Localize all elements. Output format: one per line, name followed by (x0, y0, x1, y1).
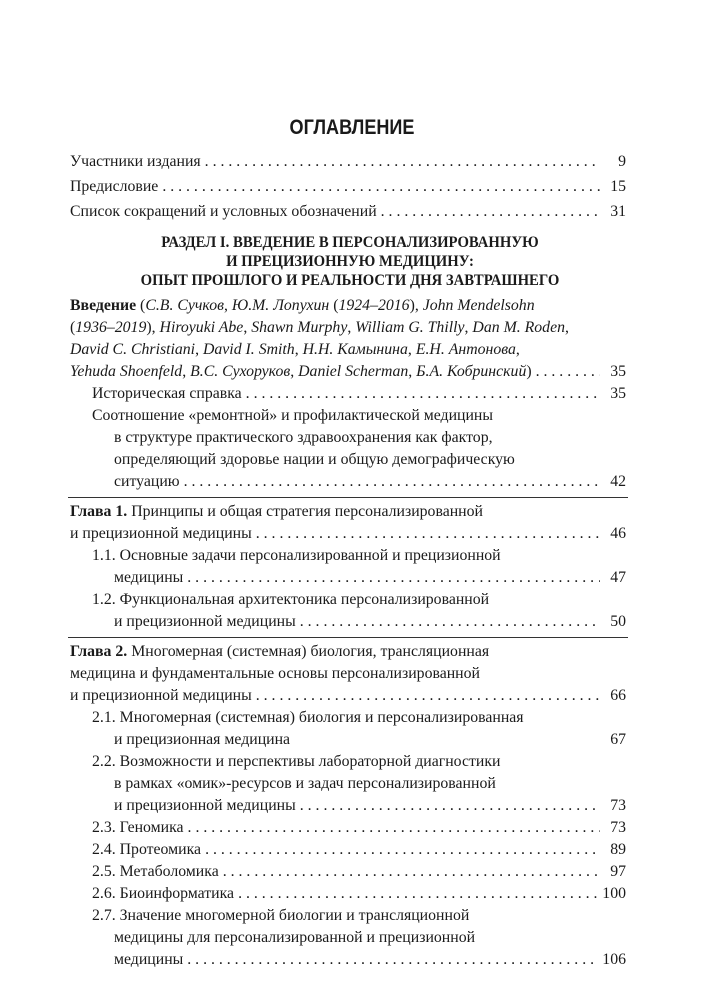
toc-entry-page: 97 (610, 863, 626, 880)
intro-line-1[interactable] (70, 296, 535, 316)
toc-entry-page: 89 (610, 841, 626, 858)
dot-leader (187, 568, 600, 588)
toc-entry-title-line[interactable]: 1.2. Функциональная архитектоника персонализированной (92, 591, 490, 608)
punct: , (290, 363, 299, 380)
punct: , (195, 341, 203, 358)
toc-entry-title-line[interactable]: Соотношение «ремонтной» и профилактической медицины (92, 407, 493, 424)
dot-leader (238, 884, 598, 904)
author-years: 1936–2019 (75, 319, 147, 336)
chapter-title: Принципы и общая стратегия персонализированной (127, 503, 483, 520)
toc-entry-participants[interactable] (70, 152, 626, 172)
intro-line-3 (70, 340, 520, 360)
toc-entry-historical-note[interactable] (92, 384, 626, 404)
dot-leader (223, 862, 600, 882)
toc-entry-page: 66 (610, 687, 626, 704)
toc-entry-2-1 (114, 730, 626, 750)
toc-entry-page: 100 (602, 885, 626, 902)
toc-entry-title-line[interactable]: 1.1. Основные задачи персонализированной и прецизионной (92, 547, 501, 564)
toc-entry-preface[interactable] (70, 177, 626, 197)
divider (68, 637, 628, 638)
toc-entry-title: Список сокращений и условных обозначений (70, 203, 377, 220)
toc-entry-title-line: в рамках «омик»-ресурсов и задач персонализированной (114, 775, 496, 792)
section-heading-line: И ПРЕЦИЗИОННУЮ МЕДИЦИНУ: (226, 253, 474, 270)
author-list (70, 362, 532, 382)
toc-entry-2-6[interactable] (92, 884, 626, 904)
toc-entry-page: 42 (610, 473, 626, 490)
chapter-title: Многомерная (системная) биология, трансляционная (127, 643, 490, 660)
dot-leader (536, 362, 600, 382)
toc-entry-page: 73 (610, 797, 626, 814)
punct: , (565, 319, 569, 336)
toc-entry-title: 2.3. Геномика (92, 819, 184, 836)
author-name: Yehuda Shoenfeld (70, 363, 183, 380)
punct: ( (329, 297, 339, 314)
punct: , (407, 341, 416, 358)
chapter-title: медицина и фундаментальные основы персонализированной (70, 665, 480, 682)
toc-entry-page: 50 (610, 613, 626, 630)
dot-leader (187, 950, 598, 970)
toc-entry-title: и прецизионная медицина (114, 731, 291, 748)
toc-entry-ratio-last (114, 472, 626, 492)
toc-entry-2-3[interactable] (92, 818, 626, 838)
toc-entry-2-2 (114, 796, 626, 816)
dot-leader (205, 152, 600, 172)
toc-entry-page: 15 (610, 178, 626, 195)
punct: , (223, 297, 232, 314)
author-name: С.В. Сучков (145, 297, 224, 314)
intro-line-4 (70, 362, 626, 382)
author-name: David C. Christiani (70, 341, 196, 358)
dot-leader (162, 177, 600, 197)
chapter-1-line-2 (70, 524, 626, 544)
toc-entry-page: 35 (610, 385, 626, 402)
punct: ( (70, 319, 76, 336)
punct: , (408, 363, 417, 380)
toc-entry-title: 2.4. Протеомика (92, 841, 202, 858)
dot-leader (246, 384, 600, 404)
toc-entry-page: 9 (618, 153, 626, 170)
toc-entry-title-line[interactable]: 2.7. Значение многомерной биологии и трансляционной (92, 907, 470, 924)
toc-entry-title: 2.5. Метаболомика (92, 863, 219, 880)
toc-entry-title: и прецизионной медицины (114, 613, 296, 630)
dot-leader (188, 818, 600, 838)
author-name: Hiroyuki Abe (159, 319, 244, 336)
chapter-label: Глава 2. (70, 643, 128, 660)
punct: ), (146, 319, 160, 336)
chapter-1-line-1[interactable] (70, 502, 483, 522)
chapter-title: и прецизионной медицины (70, 525, 252, 542)
toc-entry-page: 106 (602, 951, 626, 968)
chapter-2-line-1[interactable] (70, 642, 489, 662)
toc-entry-title-line: медицины для персонализированной и прецизионной (114, 929, 476, 946)
toc-entry-title-line[interactable]: 2.2. Возможности и перспективы лабораторной диагностики (92, 753, 501, 770)
toc-entry-title-line: в структуре практического здравоохранения как фактор, (114, 429, 493, 446)
chapter-title: и прецизионной медицины (70, 687, 252, 704)
toc-entry-abbreviations[interactable] (70, 202, 626, 222)
dot-leader (381, 202, 600, 222)
toc-entry-title: и прецизионной медицины (114, 797, 296, 814)
toc-entry-title: медицины (114, 951, 184, 968)
intro-line-2 (70, 318, 569, 338)
punct: , (294, 341, 303, 358)
author-name: Daniel Scherman (298, 363, 409, 380)
toc-entry-page: 67 (610, 731, 626, 748)
punct: , (515, 341, 520, 358)
page-title: ОГЛАВЛЕНИЕ (289, 116, 415, 139)
section-heading-line: РАЗДЕЛ I. ВВЕДЕНИЕ В ПЕРСОНАЛИЗИРОВАННУЮ (161, 234, 539, 251)
toc-entry-2-7 (114, 950, 626, 970)
dot-leader (256, 686, 600, 706)
toc-entry-title-line: определяющий здоровье нации и общую демографическую (114, 451, 515, 468)
dot-leader (205, 840, 600, 860)
chapter-label: Глава 1. (70, 503, 128, 520)
punct: , (243, 319, 252, 336)
author-name: Н.Н. Камынина (302, 341, 408, 358)
toc-entry-title-line[interactable]: 2.1. Многомерная (системная) биология и персонализированная (92, 709, 524, 726)
toc-entry-title: Историческая справка (92, 385, 242, 402)
toc-entry-page: 35 (610, 363, 626, 380)
toc-entry-2-4[interactable] (92, 840, 626, 860)
punct: ), (409, 297, 423, 314)
toc-entry-title: ситуацию (114, 473, 180, 490)
dot-leader (300, 796, 600, 816)
punct: , (347, 319, 356, 336)
chapter-2-line-3 (70, 686, 626, 706)
author-name: Б.А. Кобринский (416, 363, 527, 380)
author-name: John Mendelsohn (422, 297, 535, 314)
author-name: Dan M. Roden (472, 319, 565, 336)
punct: ( (136, 297, 146, 314)
toc-entry-title: 2.6. Биоинформатика (92, 885, 235, 902)
divider (68, 497, 628, 498)
section-heading (70, 233, 630, 290)
toc-entry-title: медицины (114, 569, 184, 586)
toc-entry-2-5[interactable] (92, 862, 626, 882)
section-heading-line: ОПЫТ ПРОШЛОГО И РЕАЛЬНОСТИ ДНЯ ЗАВТРАШНЕГО (140, 272, 560, 289)
dot-leader (184, 472, 600, 492)
author-name: Е.Н. Антонова (415, 341, 516, 358)
toc-entry-1-1 (114, 568, 626, 588)
intro-label: Введение (70, 297, 137, 314)
punct: ) (526, 363, 532, 380)
toc-entry-1-2 (114, 612, 626, 632)
author-years: 1924–2016 (338, 297, 410, 314)
author-name: В.С. Сухоруков (190, 363, 291, 380)
author-name: Shawn Murphy (251, 319, 348, 336)
author-name: Ю.М. Лопухин (231, 297, 330, 314)
toc-entry-page: 31 (610, 203, 626, 220)
toc-entry-title: Участники издания (70, 153, 201, 170)
punct: , (182, 363, 191, 380)
author-name: David I. Smith (202, 341, 295, 358)
punct: , (464, 319, 473, 336)
toc-entry-page: 73 (610, 819, 626, 836)
toc-entry-page: 46 (610, 525, 626, 542)
toc-entry-page: 47 (610, 569, 626, 586)
dot-leader (256, 524, 600, 544)
toc-entry-title: Предисловие (70, 178, 159, 195)
dot-leader (300, 612, 600, 632)
author-name: William G. Thilly (355, 319, 465, 336)
